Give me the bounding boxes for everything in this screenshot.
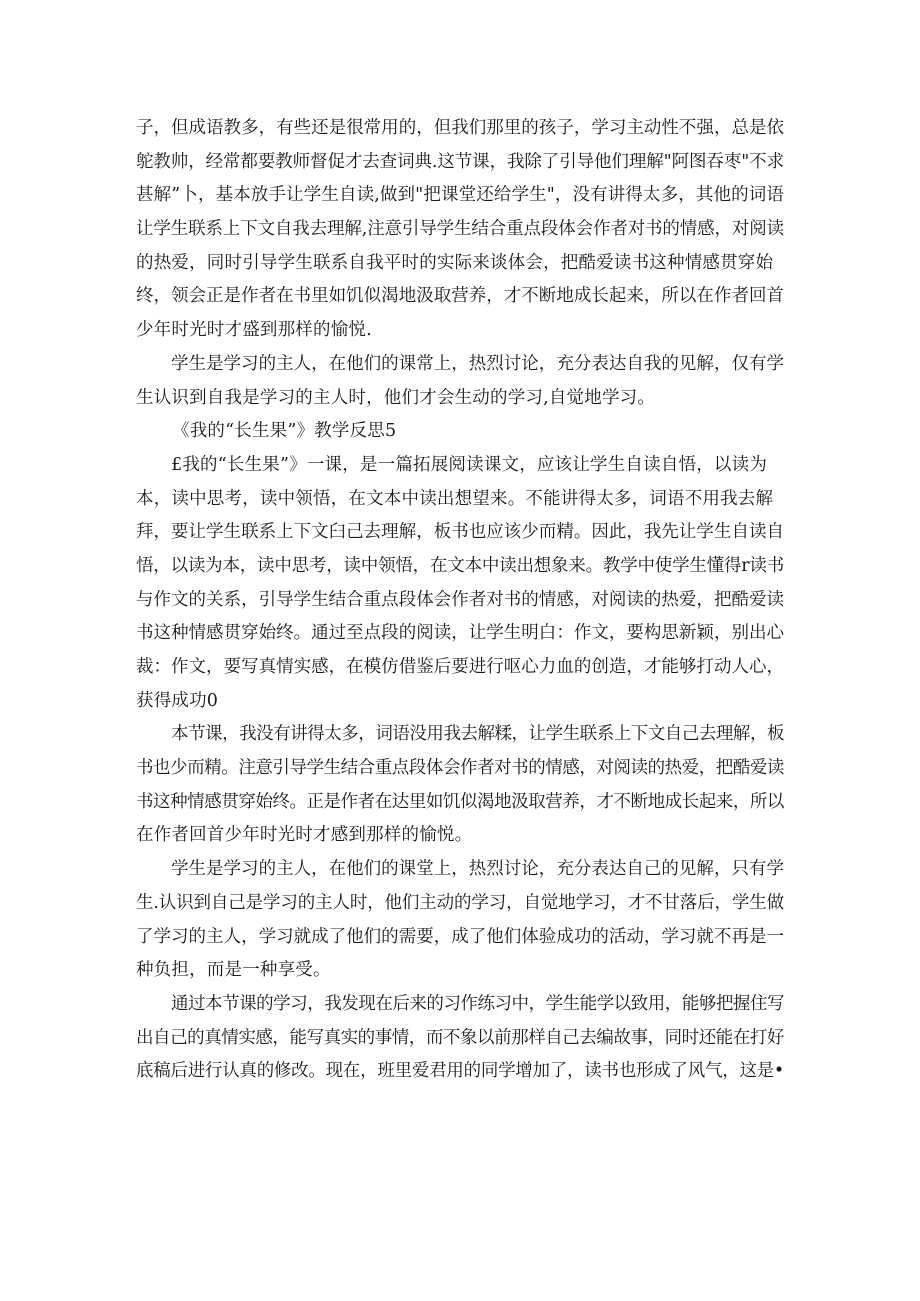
text-line: 底稿后进行认真的修改。现在，班里爱君用的同学增加了，读书也形成了风气，这是• (136, 1061, 784, 1082)
text-line: 终，领会正是作者在书里如饥似渴地汲取营养，才不断地成长起来，所以在作者回首 (136, 286, 784, 307)
document-body (136, 112, 784, 1089)
text-line: 本节课，我没有讲得太多，词语没用我去解糅，让学生联系上下文自己去理解，板 (171, 724, 784, 745)
text-line: 了学习的主人，学习就成了他们的需要，成了他们体验成功的活动，学习就不再是一 (136, 926, 784, 947)
text-line: 书也少而精。注意引导学生结合重点段体会作者对书的情感，对阅读的热爱，把酷爱读 (136, 758, 784, 779)
text-line: 子，但成语教多，有些还是很常用的，但我们那里的孩子，学习主动性不强，总是依 (136, 118, 784, 138)
text-line: 书这种情感贯穿始终。正是作者在达里如饥似渴地汲取营养，才不断地成长起来，所以 (136, 791, 784, 812)
text-line: 与作文的关系，引导学生结合重点段体会作者对书的情感，对阅读的热爱，把酷爱读 (136, 589, 784, 610)
section-title: 《我的“长生果”》教学反思5 (172, 421, 397, 442)
text-line: 生认识到自我是学习的主人时，他们才会生动的学习,自觉地学习。 (136, 387, 656, 408)
text-line: 通过本节课的学习，我发现在后来的习作练习中，学生能学以致用，能够把握住写 (171, 993, 784, 1014)
text-line: 让学生联系上下文自我去理解,注意引导学生结合重点段体会作者对书的情感，对阅读 (136, 219, 784, 240)
text-line: 种负担，而是一种享受。 (136, 960, 331, 981)
text-line: 本，读中思考，读中领悟，在文本中读出想望来。不能讲得太多，词语不用我去解 (136, 488, 774, 509)
text-line: 在作者回首少年时光时才感到那样的愉悦。 (136, 825, 473, 846)
text-line: 生.认识到自己是学习的主人时，他们主动的学习，自觉地学习，才不甘落后，学生做 (136, 892, 784, 913)
text-line: 书这种情感贯穿始终。通过至点段的阅读，让学生明白：作文，要构思新颖，别出心 (136, 623, 784, 644)
text-line: 学生是学习的主人，在他们的课常上，热烈讨论，充分表达自我的见解，仅有学 (171, 353, 784, 374)
text-line: 悟，以读为本，读中思考，读中领悟，在文本中读出想象来。教学中使学生懂得r读书 (136, 555, 784, 576)
text-line: £我的“长生果”》一课，是一篇拓展阅读课文，应该让学生自读自悟，以读为 (171, 454, 768, 475)
text-line: 获得成功0 (136, 690, 219, 711)
text-line: 学生是学习的主人，在他们的课堂上，热烈讨论，充分表达自己的见解，只有学 (171, 859, 784, 880)
text-line: 少年时光时才盛到那样的愉悦. (136, 320, 372, 341)
text-line: 拜，要让学生联系上下文臼己去理解，板书也应该少而精。因此，我先让学生自读自 (136, 522, 784, 543)
text-line: 鸵教帅，经常都要教师督促才去查词典.这节课，我除了引导他们理解"阿图吞枣"不求 (136, 151, 784, 172)
text-line: 甚解”卜，基本放手让学生自读,做到"把课堂还给学生"，没有讲得太多，其他的词语 (136, 185, 784, 206)
text-line: 出自己的真情实感，能写真实的事情，而不象以前那样自己去编故事，同时还能在打好 (136, 1027, 784, 1048)
text-line: 裁：作文，要写真情实感，在模仿借鉴后要进行呕心力血的创造，才能够打动人心， (136, 657, 784, 677)
text-line: 的热爱，同时引导学生联系自我平时的实际来谈体会，把酷爱读书这种情感贯穿始 (136, 252, 774, 273)
